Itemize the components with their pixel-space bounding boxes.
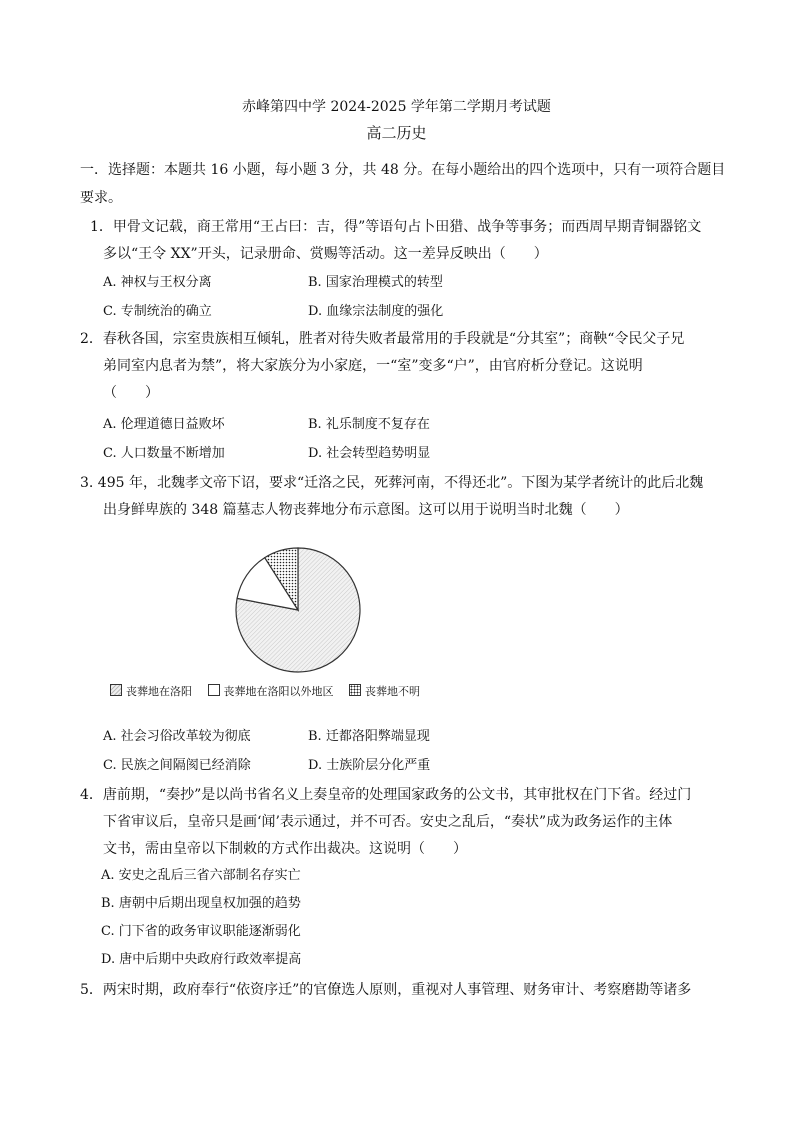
exam-title: 赤峰第四中学 2024-2025 学年第二学期月考试题 xyxy=(242,99,551,115)
pie-legend xyxy=(110,684,420,699)
question-4-option-d: D. 唐中后期中央政府行政效率提高 xyxy=(101,952,302,967)
question-2-stem-line3: （ ） xyxy=(103,385,159,401)
question-4-option-a: A. 安史之乱后三省六部制名存实亡 xyxy=(101,868,301,883)
legend-label-luoyang: 丧葬地在洛阳 xyxy=(126,685,192,698)
question-3-stem-line2: 出身鲜卑族的 348 篇墓志人物丧葬地分布示意图。这可以用于说明当时北魏（ ） xyxy=(103,502,629,518)
question-1-option-b: B. 国家治理模式的转型 xyxy=(308,275,443,290)
question-2-stem-line1: 2．春秋各国，宗室贵族相互倾轧，胜者对待失败者最常用的手段就是“分其室”；商鞅“令民父子兄 xyxy=(80,331,685,347)
question-1-option-a: A. 神权与王权分离 xyxy=(103,275,212,290)
legend-label-outside: 丧葬地在洛阳以外地区 xyxy=(223,685,334,698)
section-instructions-line1: 一．选择题：本题共 16 小题，每小题 3 分，共 48 分。在每小题给出的四个选项中，只有一项符合题目 xyxy=(80,162,726,178)
legend-label-unknown: 丧葬地不明 xyxy=(365,685,420,698)
question-2-option-c: C. 人口数量不断增加 xyxy=(103,446,225,461)
question-3-stem-line1: 3. 495 年，北魏孝文帝下诏，要求“迁洛之民，死葬河南，不得还北”。下图为某学者统计的此后北魏 xyxy=(80,475,704,491)
question-3-option-b: B. 迁都洛阳弊端显现 xyxy=(308,729,430,744)
question-2-option-b: B. 礼乐制度不复存在 xyxy=(308,417,430,432)
legend-swatch-luoyang xyxy=(110,684,122,696)
burial-site-pie-chart xyxy=(228,540,368,680)
legend-swatch-unknown xyxy=(349,684,361,696)
question-3-option-c: C. 民族之间隔阂已经消除 xyxy=(103,758,251,773)
question-4-option-c: C. 门下省的政务审议职能逐渐弱化 xyxy=(101,924,301,939)
question-1-stem-line2: 多以“王令 XX”开头，记录册命、赏赐等活动。这一差异反映出（ ） xyxy=(103,246,548,262)
section-instructions-line2: 要求。 xyxy=(80,190,122,206)
question-2-option-d: D. 社会转型趋势明显 xyxy=(308,446,431,461)
question-2-option-a: A. 伦理道德日益败坏 xyxy=(103,417,225,432)
question-3-option-d: D. 士族阶层分化严重 xyxy=(308,758,431,773)
question-1-stem-line1: 1．甲骨文记载，商王常用“王占曰：吉，得”等语句占卜田猎、战争等事务；而西周早期青铜器铭文 xyxy=(90,219,702,235)
question-1-option-d: D. 血缘宗法制度的强化 xyxy=(308,304,444,319)
question-4-option-b: B. 唐朝中后期出现皇权加强的趋势 xyxy=(101,896,301,911)
question-4-stem-line1: 4．唐前期，“奏抄”是以尚书省名义上奏皇帝的处理国家政务的公文书，其审批权在门下省。经过门 xyxy=(80,787,692,803)
question-1-option-c: C. 专制统治的确立 xyxy=(103,304,212,319)
question-3-option-a: A. 社会习俗改革较为彻底 xyxy=(103,729,251,744)
exam-subject: 高二历史 xyxy=(366,124,427,142)
legend-swatch-outside xyxy=(208,684,220,696)
question-5-stem-line1: 5．两宋时期，政府奉行“依资序迁”的官僚选人原则，重视对人事管理、财务审计、考察磨勘等诸多 xyxy=(80,982,692,998)
question-2-stem-line2: 弟同室内息者为禁”，将大家族分为小家庭，一“室”变多“户”，由官府析分登记。这说明 xyxy=(103,358,643,374)
question-4-stem-line3: 文书，需由皇帝以下制敕的方式作出裁决。这说明（ ） xyxy=(103,841,467,857)
question-4-stem-line2: 下省审议后，皇帝只是画‘闻’表示通过，并不可否。安史之乱后，“奏状”成为政务运作的主体 xyxy=(103,814,673,830)
